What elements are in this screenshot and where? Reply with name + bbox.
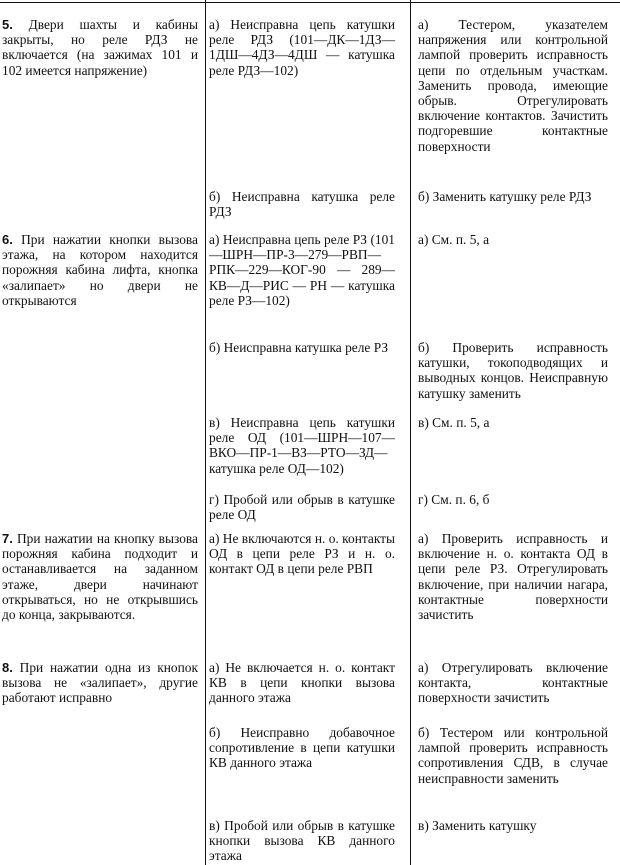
cause-item: в) Неисправна цепь катушки реле ОД (101—ШРН—107—ВКО—ПР-1—ВЗ—РТО—ЗД— катушка реле ОД—102) [209,415,395,476]
top-rule [0,2,620,3]
cause-item: г) Пробой или обрыв в катушке реле ОД [209,492,395,523]
cause-item: б) Неисправно добавочное сопротивление в цепи катушки КВ данного этажа [209,725,395,771]
fault-text: Двери шахты и кабины закрыты, но реле РДЗ не включается (на зажимах 101 и 102 имеется напряжение) [2,17,198,78]
remedy-item: б) Заменить катушку реле РДЗ [418,189,592,204]
remedy-item: б) Проверить исправность катушки, токоподводящих и выводных концов. Неисправную катушку заменить [418,340,608,401]
cause-item: а) Не включается н. о. контакт КВ в цепи кнопки вызова данного этажа [209,660,395,706]
row-number: 5. [2,17,13,32]
fault-cell [2,660,198,706]
remedy-item: г) См. п. 6, б [418,492,490,507]
cause-item: б) Неисправна катушка реле РДЗ [209,189,395,220]
row-number: 8. [2,660,13,675]
remedy-item: в) См. п. 5, а [418,415,490,430]
fault-text: При нажатии на кнопку вызова порожняя кабина подходит и останавливается на заданном этаже, двери начинают открываться, но не открывшись до конца, закрываются. [2,531,198,623]
remedy-item: б) Тестером или контрольной лампой проверить исправность сопротивления СДВ, в случае неисправности заменить [418,725,608,786]
fault-cell [2,232,198,308]
cause-item: б) Неисправна катушка реле РЗ [209,340,389,355]
row-number: 7. [2,531,13,546]
remedy-item: в) Заменить катушку [418,818,537,833]
fault-cell [2,17,198,78]
cause-item: а) Неисправна цепь реле РЗ (101—ШРН—ПР-3—279—РВП—РПК—229—КОГ-90 — 289—КВ—Д—РИС — РН — катушка реле РЗ—102) [209,232,395,308]
remedy-item: а) Отрегулировать включение контакта, контактные поверхности зачистить [418,660,608,706]
remedy-item: а) Проверить исправность и включение н. о. контакта ОД в цепи реле РЗ. Отрегулировать включение, при наличии нагара, контактные поверхности зачистить [418,531,608,623]
cause-item: а) Неисправна цепь катушки реле РДЗ (101—ДК—1ДЗ—1ДШ—4ДЗ—4ДШ — катушка реле РДЗ—102) [209,17,395,78]
fault-cell [2,531,198,622]
row-number: 6. [2,232,13,247]
remedy-item: а) Тестером, указателем напряжения или контрольной лампой проверить исправность цепи по отдельным участкам. Заменить провода, имеющие обрыв. Отрегулировать включение контактов. Зачистить подгоревшие контактные поверхности [418,17,608,154]
column-divider-2 [410,0,411,865]
column-divider-1 [205,0,206,865]
cause-item: а) Не включаются н. о. контакты ОД в цепи реле РЗ и н. о. контакт ОД в цепи реле РВП [209,531,395,577]
cause-item: в) Пробой или обрыв в катушке кнопки вызова КВ данного этажа [209,818,395,864]
fault-text: При нажатии кнопки вызова этажа, на котором находится порожняя кабина лифта, кнопка «залипает» но двери не открываются [2,232,198,308]
fault-text: При нажатии одна из кнопок вызова не «залипает», другие работают исправно [2,660,198,706]
remedy-item: а) См. п. 5, а [418,232,490,247]
